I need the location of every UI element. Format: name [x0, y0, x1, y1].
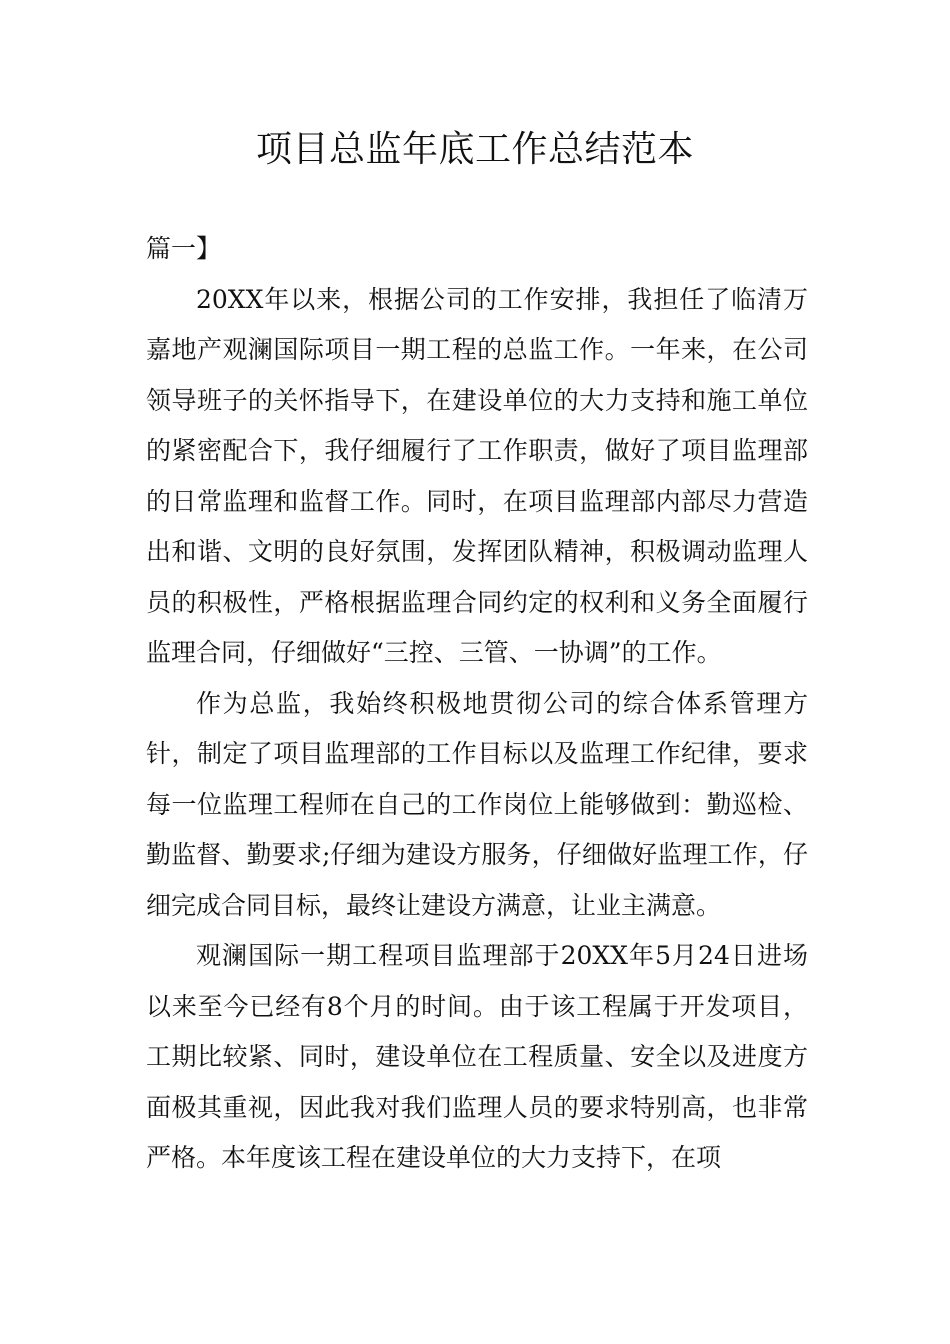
document-title: 项目总监年底工作总结范本 [255, 129, 694, 170]
paragraph-3: 观澜国际一期工程项目监理部于20XX年5月24日进场以来至今已经有8个月的时间。由于该工程属于开发项目，工期比较紧、同时，建设单位在工程质量、安全以及进度方面极其重视，因此我对我们监理人员的要求特别高，也非常严格。本年度该工程在建设单位的大力支持下，在项 [146, 941, 808, 1172]
paragraph-1: 20XX年以来，根据公司的工作安排，我担任了临清万嘉地产观澜国际项目一期工程的总监工作。一年来，在公司领导班子的关怀指导下，在建设单位的大力支持和施工单位的紧密配合下，我仔细履行了工作职责，做好了项目监理部的日常监理和监督工作。同时，在项目监理部内部尽力营造出和谐、文明的良好氛围，发挥团队精神，积极调动监理人员的积极性，严格根据监理合同约定的权利和义务全面履行监理合同，仔细做好“三控、三管、一协调”的工作。 [146, 284, 808, 667]
paragraph-2: 作为总监，我始终积极地贯彻公司的综合体系管理方针，制定了项目监理部的工作目标以及监理工作纪律，要求每一位监理工程师在自己的工作岗位上能够做到：勤巡检、勤监督、勤要求;仔细为建设方服务，仔细做好监理工作，仔细完成合同目标，最终让建设方满意，让业主满意。 [146, 688, 808, 920]
document-body [146, 224, 808, 1184]
section-label: 篇一】 [146, 234, 222, 263]
